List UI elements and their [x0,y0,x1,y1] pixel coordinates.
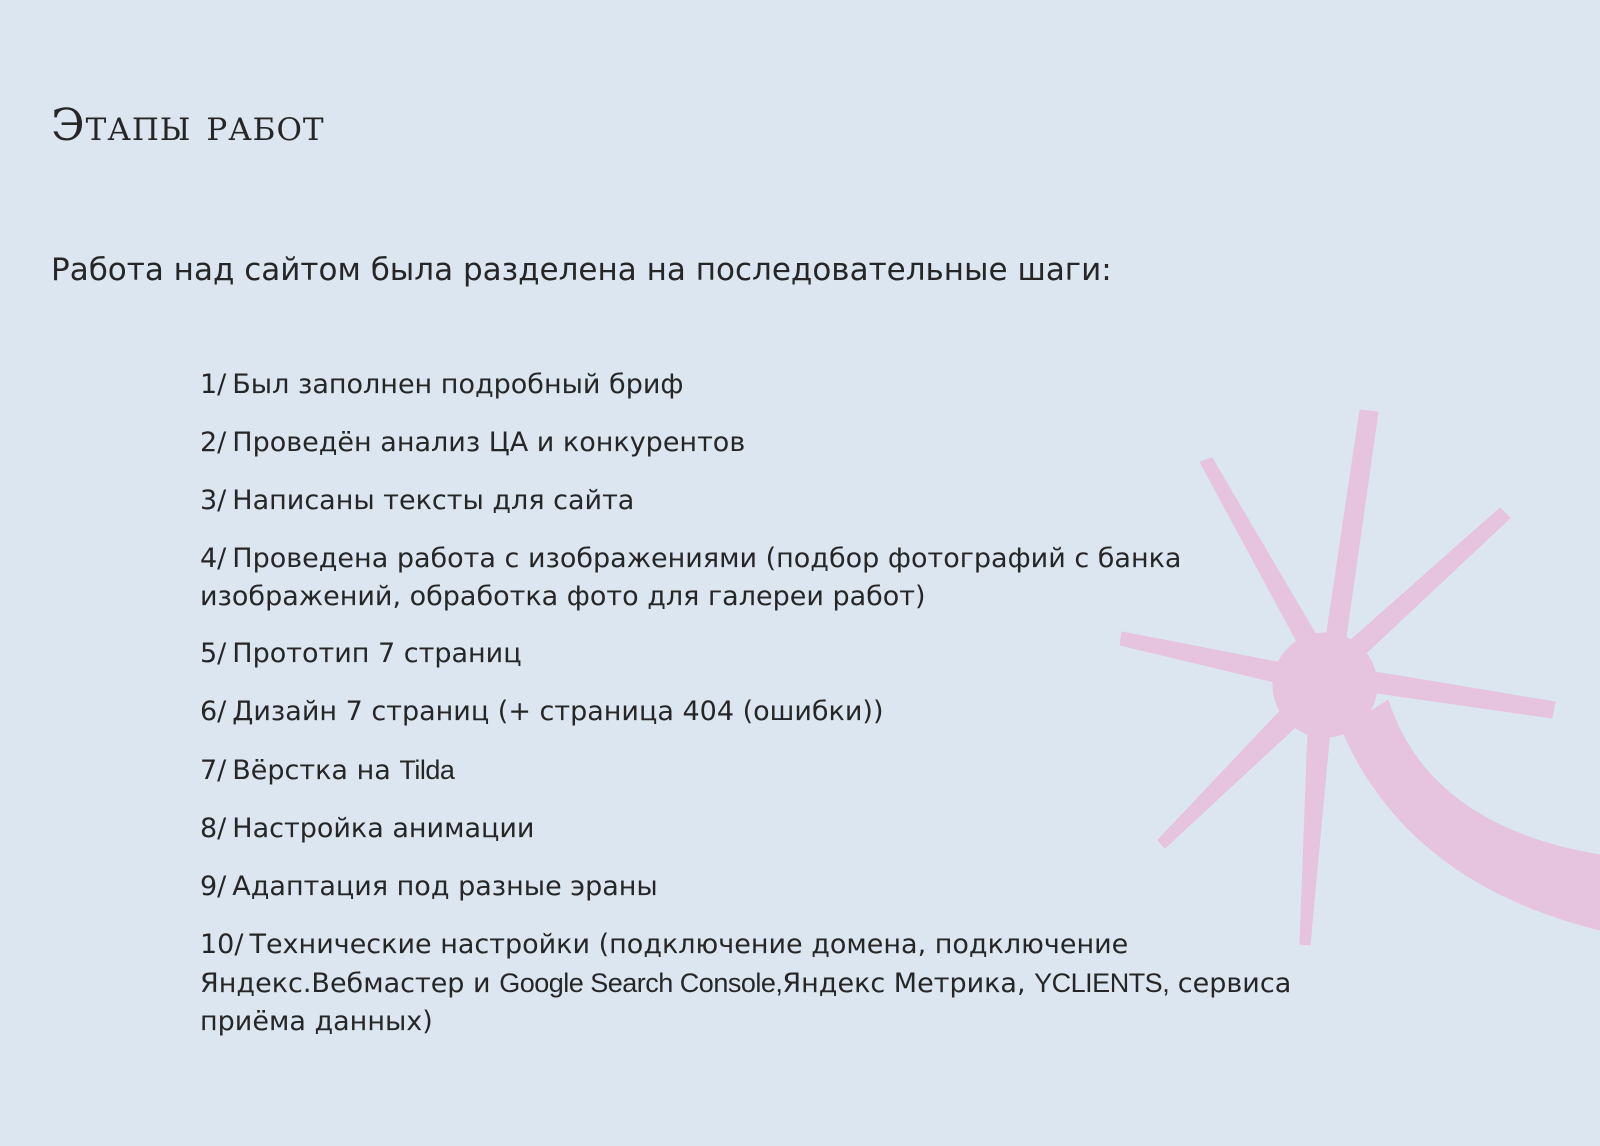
step-text: Написаны тексты для сайта [232,485,635,516]
step-text: Проведён анализ ЦА и конкурентов [232,427,746,458]
list-item [200,482,1300,520]
list-item [200,751,1300,790]
step-number: 10/ [200,929,244,960]
step-number: 1/ [200,369,227,400]
list-item [200,926,1300,1041]
step-number: 8/ [200,813,227,844]
step-text: Дизайн 7 страниц (+ страница 404 (ошибки)) [232,696,884,727]
step-text: Настройка анимации [232,813,535,844]
step-text: Адаптация под разные эраны [232,871,658,902]
list-item [200,424,1300,462]
step-number: 9/ [200,871,227,902]
list-item [200,366,1300,404]
step-number: 6/ [200,696,227,727]
step-text: Проведена работа с изображениями (подбор фотографий с банка изображений, обработка фото для галереи работ) [200,543,1182,612]
list-item [200,693,1300,731]
step-number: 7/ [200,755,227,786]
step-text-google: Google Search Console, [499,968,783,998]
step-text-end: сервиса приёма данных) [200,968,1292,1037]
step-number: 3/ [200,485,227,516]
step-text-metrika: Яндекс Метрика, [782,968,1026,999]
step-text-tilda: Tilda [399,755,455,785]
list-item [200,810,1300,848]
steps-list [200,366,1300,1061]
list-item [200,868,1300,906]
step-number: 4/ [200,543,227,574]
step-text: Вёрстка на [232,755,391,786]
step-number: 5/ [200,638,227,669]
list-item [200,635,1300,673]
list-item [200,540,1300,616]
step-text: Технические настройки (подключение домена, подключение Яндекс.Вебмастер и [200,929,1129,999]
step-text-yclients: YCLIENTS, [1034,968,1170,998]
step-text: Прототип 7 страниц [232,638,522,669]
page-title: Этапы работ [51,100,325,151]
step-text: Был заполнен подробный бриф [232,369,684,400]
step-number: 2/ [200,427,227,458]
intro-text: Работа над сайтом была разделена на последовательные шаги: [51,252,1112,288]
